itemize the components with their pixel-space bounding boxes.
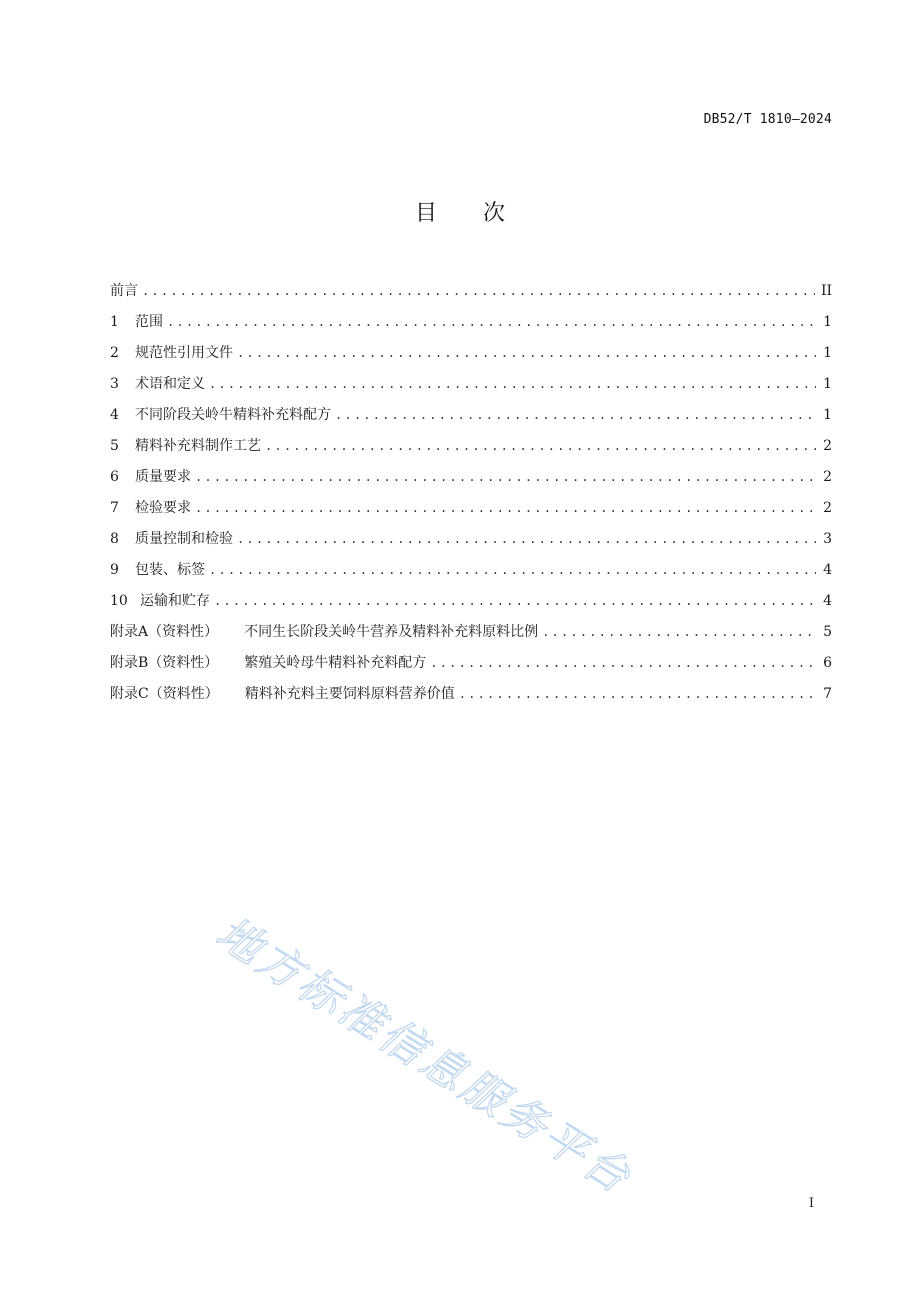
toc-section-number: 10: [110, 593, 128, 609]
toc-entry-text: 质量要求: [135, 469, 191, 485]
toc-entry-1[interactable]: [110, 311, 832, 342]
toc-entry-4[interactable]: [110, 404, 832, 435]
toc-entry-text: 繁殖关岭母牛精料补充料配方: [244, 655, 427, 671]
toc-entry-text: 运输和贮存: [140, 593, 210, 609]
watermark-text: 地方标准信息服务平台: [207, 907, 642, 1205]
toc-section-number: 1: [110, 314, 119, 330]
toc-entry-3[interactable]: [110, 373, 832, 404]
toc-page-number: 7: [823, 686, 832, 702]
toc-entry-text: 前言: [110, 283, 138, 299]
toc-entry-text: 包装、标签: [135, 562, 205, 578]
toc-entry-text: 范围: [135, 314, 163, 330]
toc-page-number: 1: [823, 314, 832, 330]
toc-dot-leader: [142, 280, 815, 302]
toc-page-number: 2: [823, 438, 832, 454]
toc-dot-leader: [237, 528, 816, 550]
toc-dot-leader: [430, 652, 816, 674]
toc-entry-10[interactable]: [110, 590, 832, 621]
toc-page-number: 4: [823, 593, 832, 609]
toc-appendix-label: 附录A（资料性）: [110, 624, 219, 640]
toc-dot-leader: [195, 497, 816, 519]
toc-entry-appendix-b[interactable]: [110, 652, 832, 683]
toc-entry-text: 精料补充料制作工艺: [135, 438, 261, 454]
toc-entry-text: 不同生长阶段关岭牛营养及精料补充料原料比例: [244, 624, 539, 640]
toc-dot-leader: [195, 466, 816, 488]
toc-dot-leader: [459, 683, 816, 705]
toc-entry-9[interactable]: [110, 559, 832, 590]
document-code: DB52/T 1810—2024: [703, 112, 832, 127]
toc-section-number: 2: [110, 345, 119, 361]
toc-page-number: 6: [823, 655, 832, 671]
toc-section-number: 3: [110, 376, 119, 392]
toc-entry-7[interactable]: [110, 497, 832, 528]
toc-section-number: 4: [110, 407, 119, 423]
toc-page-number: 1: [823, 376, 832, 392]
toc-entry-text: 质量控制和检验: [135, 531, 233, 547]
toc-entry-appendix-c[interactable]: [110, 683, 832, 714]
toc-appendix-label: 附录B（资料性）: [110, 655, 219, 671]
page-number: I: [808, 1196, 814, 1211]
toc-section-number: 8: [110, 531, 119, 547]
toc-dot-leader: [542, 621, 816, 643]
toc-dot-leader: [209, 559, 816, 581]
toc-entry-text: 规范性引用文件: [135, 345, 233, 361]
toc-dot-leader: [335, 404, 816, 426]
toc-entry-appendix-a[interactable]: [110, 621, 832, 652]
toc-page-number: 2: [823, 500, 832, 516]
toc-section-number: 7: [110, 500, 119, 516]
toc-page-number: 4: [823, 562, 832, 578]
toc-page-number: 2: [823, 469, 832, 485]
toc-entry-5[interactable]: [110, 435, 832, 466]
toc-entry-text: 术语和定义: [135, 376, 205, 392]
toc-dot-leader: [167, 311, 816, 333]
toc-dot-leader: [237, 342, 816, 364]
toc-dot-leader: [265, 435, 816, 457]
toc-section-number: 6: [110, 469, 119, 485]
toc-page-number: 3: [823, 531, 832, 547]
toc-entry-text: 检验要求: [135, 500, 191, 516]
toc-entry-text: 精料补充料主要饲料原料营养价值: [244, 686, 455, 702]
table-of-contents: [110, 280, 832, 714]
toc-title: 目次: [414, 201, 551, 226]
toc-page-number: 1: [823, 407, 832, 423]
toc-section-number: 9: [110, 562, 119, 578]
toc-appendix-label: 附录C（资料性）: [110, 686, 219, 702]
toc-entry-2[interactable]: [110, 342, 832, 373]
toc-dot-leader: [214, 590, 816, 612]
toc-page-number: 1: [823, 345, 832, 361]
toc-entry-8[interactable]: [110, 528, 832, 559]
toc-entry-text: 不同阶段关岭牛精料补充料配方: [135, 407, 331, 423]
toc-entry-6[interactable]: [110, 466, 832, 497]
toc-section-number: 5: [110, 438, 119, 454]
toc-page-number: 5: [823, 624, 832, 640]
toc-page-number: II: [820, 283, 832, 299]
toc-dot-leader: [209, 373, 816, 395]
toc-entry-foreword[interactable]: [110, 280, 832, 311]
